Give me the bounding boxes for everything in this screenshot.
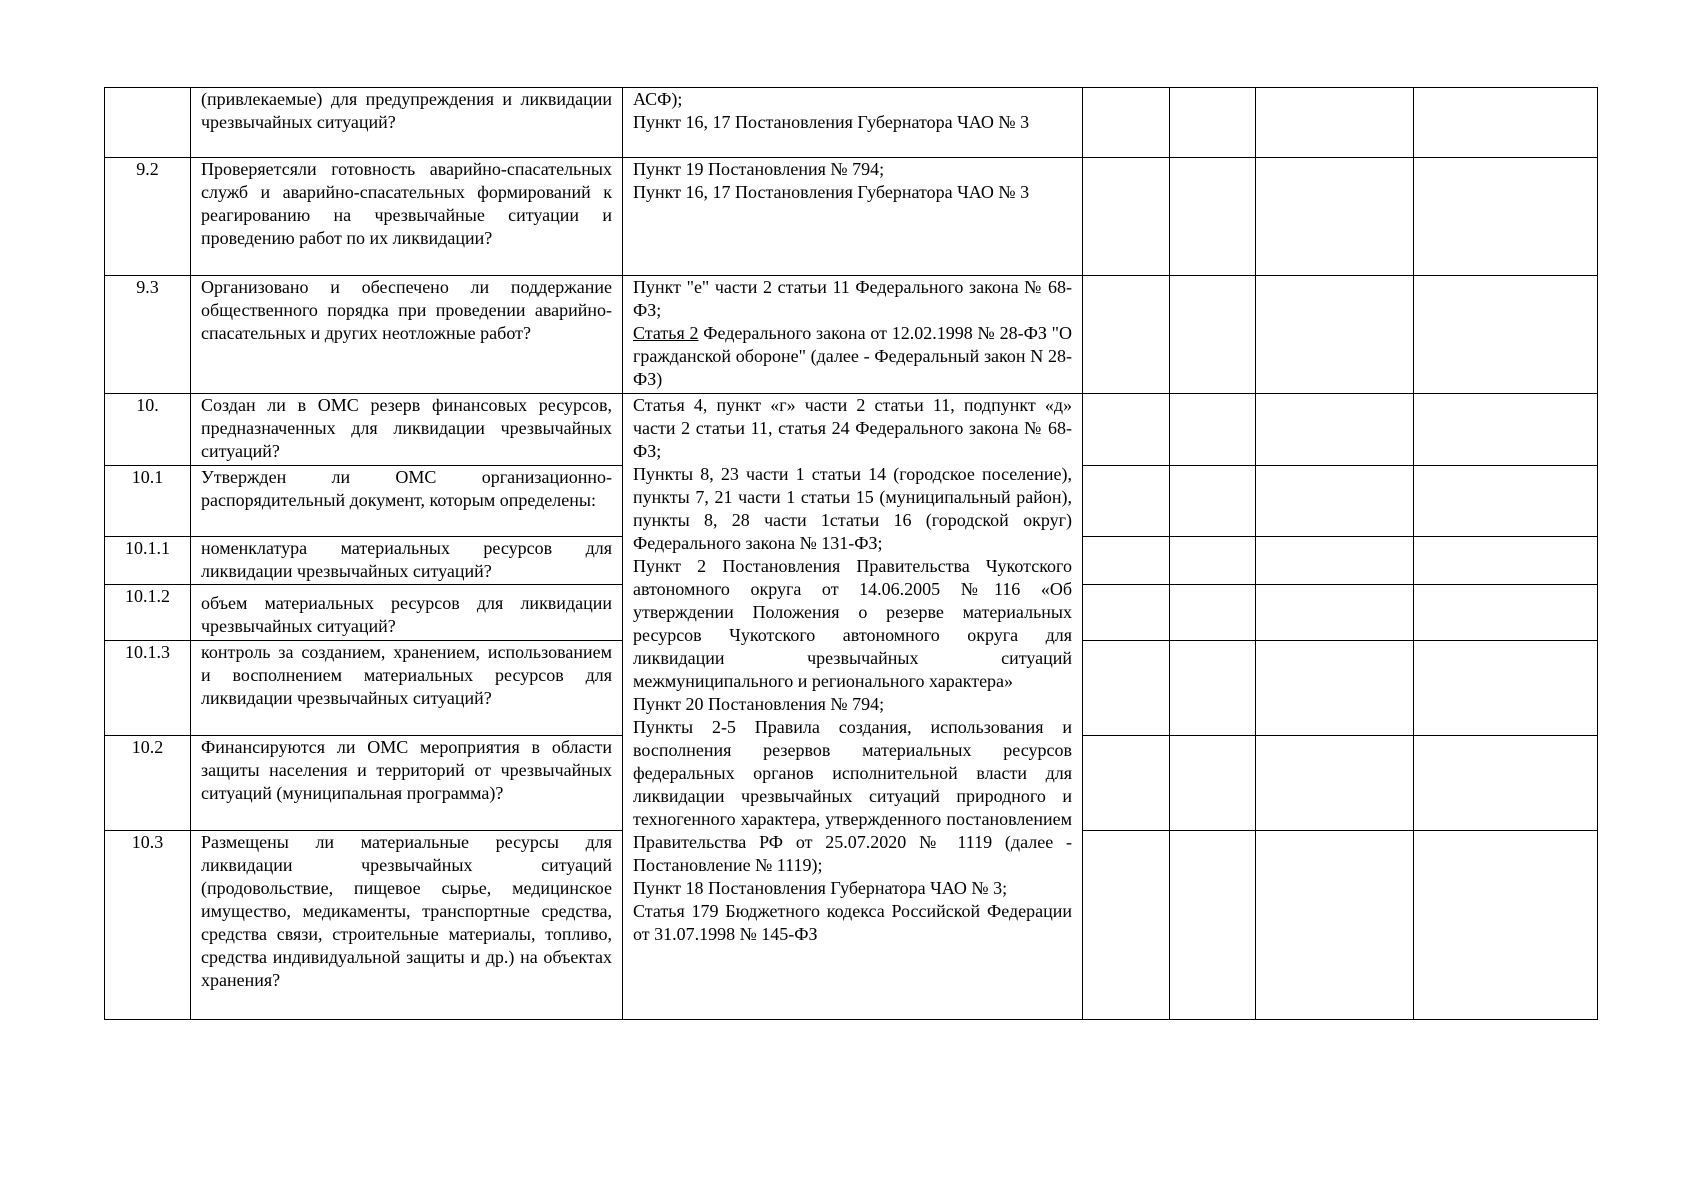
reference-line: Статья 179 Бюджетного кодекса Российской Федерации от 31.07.1998 № 145-ФЗ [633, 901, 1072, 944]
answer-cell-no[interactable] [1170, 831, 1256, 1020]
legal-reference [623, 276, 1083, 394]
reference-line [633, 322, 1072, 391]
answer-cell-yes[interactable] [1083, 276, 1170, 394]
checklist-table [104, 87, 1598, 1020]
item-number: 10.1.1 [105, 537, 191, 585]
answer-cell-not-applicable[interactable] [1256, 736, 1414, 831]
note-cell[interactable] [1414, 736, 1598, 831]
answer-cell-not-applicable[interactable] [1256, 394, 1414, 466]
answer-cell-yes[interactable] [1083, 537, 1170, 585]
question-text: объем материальных ресурсов для ликвидации чрезвычайных ситуаций? [191, 585, 623, 641]
table-row [105, 394, 1598, 466]
note-cell[interactable] [1414, 394, 1598, 466]
item-number: 10.1.3 [105, 641, 191, 736]
answer-cell-not-applicable[interactable] [1256, 88, 1414, 158]
question-text: Проверяетсяли готовность аварийно-спасательных служб и аварийно-спасательных формирований к реагированию на чрезвычайные ситуации и проведению работ по их ликвидации? [191, 158, 623, 276]
note-cell[interactable] [1414, 158, 1598, 276]
answer-cell-yes[interactable] [1083, 831, 1170, 1020]
answer-cell-no[interactable] [1170, 466, 1256, 537]
question-text: номенклатура материальных ресурсов для ликвидации чрезвычайных ситуаций? [191, 537, 623, 585]
item-number: 10. [105, 394, 191, 466]
legal-reference [623, 88, 1083, 158]
answer-cell-no[interactable] [1170, 736, 1256, 831]
answer-cell-yes[interactable] [1083, 158, 1170, 276]
answer-cell-no[interactable] [1170, 88, 1256, 158]
reference-line: АСФ); [633, 89, 683, 109]
table-row [105, 88, 1598, 158]
reference-link-tail: Федерального закона от 12.02.1998 № 28-ФЗ "О гражданской обороне" (далее - Федеральный закон N 28-ФЗ) [633, 323, 1073, 389]
reference-line: Пункты 8, 23 части 1 статьи 14 (городское поселение), пункты 7, 21 части 1 статьи 15 (муниципальный район), пункты 8, 28 части 1статьи 16 (городской округ) Федерального закона № 131-ФЗ; [633, 464, 1072, 553]
table-row [105, 158, 1598, 276]
note-cell[interactable] [1414, 641, 1598, 736]
question-text: Утвержден ли ОМС организационно-распорядительный документ, которым определены: [191, 466, 623, 537]
answer-cell-no[interactable] [1170, 394, 1256, 466]
reference-line: Пункт 18 Постановления Губернатора ЧАО № 3; [633, 878, 1008, 898]
answer-cell-yes[interactable] [1083, 466, 1170, 537]
answer-cell-yes[interactable] [1083, 394, 1170, 466]
reference-line: Пункт 2 Постановления Правительства Чукотского автономного округа от 14.06.2005 №116 «Об утверждении Положения о резерве материальных ресурсов Чукотского автономного округа для ликвидации чрезвычайных ситуаций межмуниципального и регионального характера» [633, 556, 1072, 691]
item-number: 10.2 [105, 736, 191, 831]
item-number: 10.1.2 [105, 585, 191, 641]
question-text: Создан ли в ОМС резерв финансовых ресурсов, предназначенных для ликвидации чрезвычайных ситуаций? [191, 394, 623, 466]
answer-cell-no[interactable] [1170, 585, 1256, 641]
answer-cell-no[interactable] [1170, 537, 1256, 585]
legal-reference-group [623, 394, 1083, 1020]
answer-cell-not-applicable[interactable] [1256, 158, 1414, 276]
note-cell[interactable] [1414, 276, 1598, 394]
answer-cell-not-applicable[interactable] [1256, 831, 1414, 1020]
reference-link[interactable]: Статья 2 [633, 323, 699, 343]
answer-cell-no[interactable] [1170, 641, 1256, 736]
answer-cell-not-applicable[interactable] [1256, 641, 1414, 736]
item-number: 10.1 [105, 466, 191, 537]
reference-line: Статья 4, пункт «г» части 2 статьи 11, подпункт «д» части 2 статьи 11, статья 24 Федерального закона № 68-ФЗ; [633, 395, 1072, 461]
answer-cell-yes[interactable] [1083, 641, 1170, 736]
answer-cell-yes[interactable] [1083, 585, 1170, 641]
answer-cell-no[interactable] [1170, 158, 1256, 276]
reference-line: Пункты 2-5 Правила создания, использования и восполнения резервов материальных ресурсов федеральных органов исполнительной власти для ликвидации чрезвычайных ситуаций природного и техногенного характера, утвержденного постановлением Правительства РФ от 25.07.2020 № 1119 (далее - Постановление № 1119); [633, 717, 1072, 875]
question-text: контроль за созданием, хранением, использованием и восполнением материальных ресурсов для ликвидации чрезвычайных ситуаций? [191, 641, 623, 736]
note-cell[interactable] [1414, 831, 1598, 1020]
question-text: Организовано и обеспечено ли поддержание общественного порядка при проведении аварийно-спасательных и других неотложные работ? [191, 276, 623, 394]
answer-cell-not-applicable[interactable] [1256, 466, 1414, 537]
note-cell[interactable] [1414, 537, 1598, 585]
answer-cell-not-applicable[interactable] [1256, 537, 1414, 585]
item-number: 10.3 [105, 831, 191, 1020]
reference-line: Пункт 16, 17 Постановления Губернатора ЧАО № 3 [633, 112, 1030, 132]
item-number: 9.2 [105, 158, 191, 276]
reference-line: Пункт "е" части 2 статьи 11 Федерального закона № 68-ФЗ; [633, 277, 1072, 320]
reference-line: Пункт 16, 17 Постановления Губернатора ЧАО № 3 [633, 182, 1030, 202]
answer-cell-yes[interactable] [1083, 88, 1170, 158]
note-cell[interactable] [1414, 585, 1598, 641]
note-cell[interactable] [1414, 88, 1598, 158]
reference-line: Пункт 19 Постановления № 794; [633, 159, 885, 179]
item-number: 9.3 [105, 276, 191, 394]
question-text: Финансируются ли ОМС мероприятия в области защиты населения и территорий от чрезвычайных ситуаций (муниципальная программа)? [191, 736, 623, 831]
answer-cell-no[interactable] [1170, 276, 1256, 394]
legal-reference [623, 158, 1083, 276]
note-cell[interactable] [1414, 466, 1598, 537]
answer-cell-yes[interactable] [1083, 736, 1170, 831]
reference-line: Пункт 20 Постановления № 794; [633, 694, 885, 714]
answer-cell-not-applicable[interactable] [1256, 276, 1414, 394]
item-number [105, 88, 191, 158]
question-text: (привлекаемые) для предупреждения и ликвидации чрезвычайных ситуаций? [191, 88, 623, 158]
answer-cell-not-applicable[interactable] [1256, 585, 1414, 641]
question-text: Размещены ли материальные ресурсы для ликвидации чрезвычайных ситуаций (продовольствие, пищевое сырье, медицинское имущество, медикаменты, транспортные средства, средства связи, строительные материалы, топливо, средства индивидуальной защиты и др.) на объектах хранения? [191, 831, 623, 1020]
table-row [105, 276, 1598, 394]
